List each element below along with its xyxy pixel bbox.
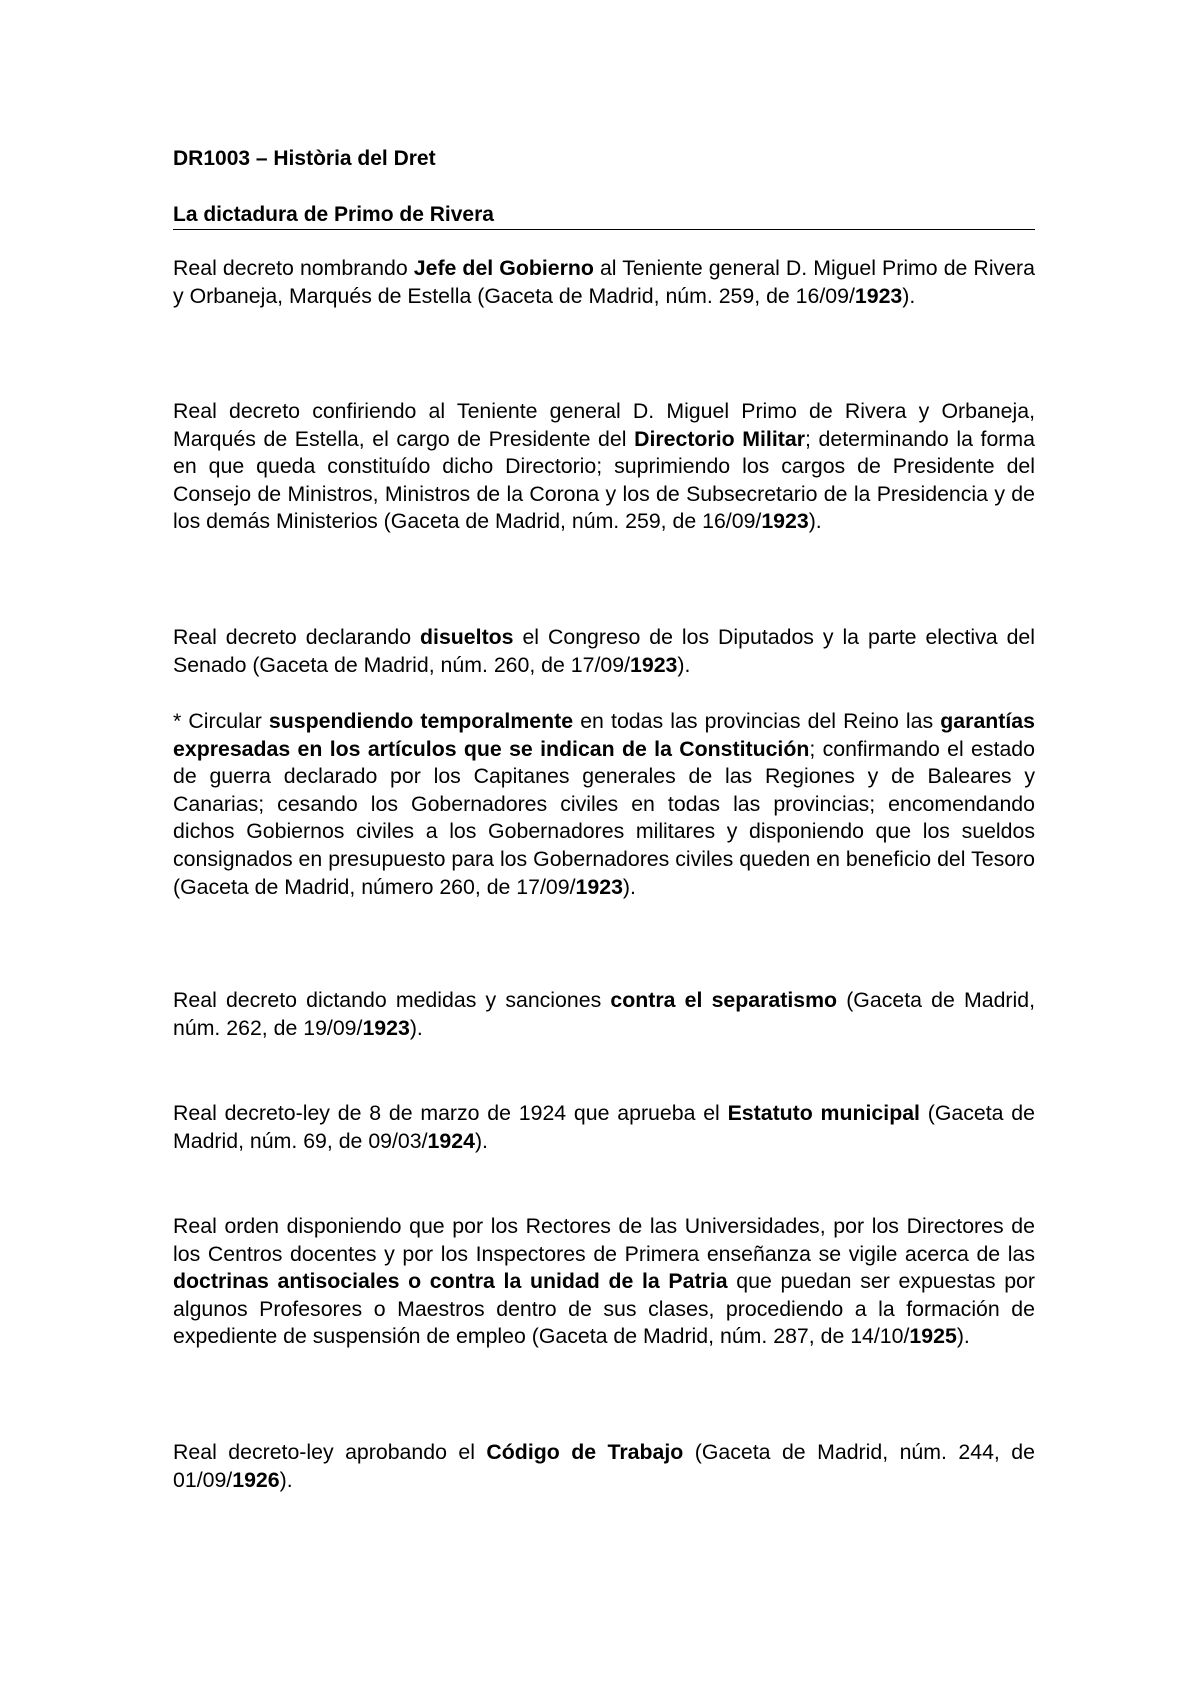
decree-entry [173, 255, 1035, 310]
emphasized-text: Estatuto municipal [727, 1101, 920, 1125]
decree-entry [173, 987, 1035, 1042]
entry-text: Real decreto-ley de 8 de marzo de 1924 que aprueba el [173, 1101, 728, 1125]
emphasized-text: doctrinas antisociales o contra la unidad de la Patria [173, 1269, 728, 1294]
decree-entry [173, 708, 1035, 901]
entry-text: ; confirmando el estado de guerra declarado por los Capitanes generales de las Regiones y de Baleares y Canarias; cesando los Gobernadores civiles en todas las provincias; encomendando dichos Gobiernos civiles a los Gobernadores militares y disponiendo que los sueldos consignados en presupuesto para los Gobernadores civiles queden en beneficio del Tesoro (Gaceta de Madrid, número 260, de 17/09/ [173, 736, 1035, 899]
entry-text: ). [956, 1324, 970, 1349]
course-title: DR1003 – Història del Dret [173, 147, 436, 170]
emphasized-text: 1923 [362, 1015, 410, 1040]
entry-text: Real decreto confiriendo al Teniente general D. Miguel Primo de Rivera y Orbaneja, Marqués de Estella, el cargo de Presidente del [173, 399, 1035, 451]
entry-text: ). [677, 652, 691, 677]
emphasized-text: Directorio Militar [634, 426, 805, 451]
emphasized-text: Código de Trabajo [486, 1440, 684, 1464]
emphasized-text: 1926 [232, 1467, 280, 1492]
emphasized-text: 1923 [575, 874, 623, 899]
entry-text: ; determinando la forma en que queda constituído dicho Directorio; suprimiendo los cargos de Presidente del Consejo de Ministros, Ministros de la Corona y los de Subsecretario de la Presidencia y de los demás Ministerios (Gaceta de Madrid, núm. 259, de 16/09/ [173, 426, 1035, 534]
entry-text: ). [622, 874, 636, 899]
decree-entry [173, 624, 1035, 679]
emphasized-text: suspendiendo temporalmente [268, 709, 574, 733]
entry-text: (Gaceta de Madrid, núm. 69, de 09/03/ [173, 1101, 1035, 1153]
entry-text: * Circular [173, 709, 269, 733]
decree-entry [173, 1439, 1035, 1494]
entry-text: (Gaceta de Madrid, núm. 262, de 19/09/ [173, 988, 1035, 1040]
decree-entry [173, 1213, 1035, 1351]
entry-text: el Congreso de los Diputados y la parte electiva del Senado (Gaceta de Madrid, núm. 260, de 17/09/ [173, 625, 1036, 677]
emphasized-text: garantías expresadas en los artículos que se indican de la Constitución [173, 709, 1035, 761]
entry-text: ). [808, 509, 822, 534]
emphasized-text: 1923 [761, 509, 809, 534]
document-page [173, 0, 1035, 1696]
entry-text: en todas las provincias del Reino las [573, 709, 941, 733]
entry-text: Real decreto declarando [173, 625, 421, 649]
emphasized-text: 1923 [854, 283, 903, 308]
emphasized-text: contra el separatismo [610, 988, 838, 1012]
entry-text: que puedan ser expuestas por algunos Profesores o Maestros dentro de sus clases, procediendo a la formación de expediente de suspensión de empleo (Gaceta de Madrid, núm. 287, de 14/10/ [173, 1269, 1035, 1349]
entry-text: ). [474, 1128, 488, 1153]
emphasized-text: 1923 [630, 652, 678, 677]
decree-entry [173, 1100, 1035, 1155]
entry-text: Real decreto nombrando [173, 256, 414, 280]
emphasized-text: Jefe del Gobierno [413, 256, 594, 280]
entry-text: (Gaceta de Madrid, núm. 244, de 01/09/ [173, 1440, 1035, 1492]
section-title: La dictadura de Primo de Rivera [173, 202, 1035, 230]
entry-text: ). [409, 1015, 423, 1040]
entry-text: Real decreto dictando medidas y sanciones [173, 988, 611, 1012]
emphasized-text: 1925 [909, 1324, 957, 1349]
entry-text: Real decreto-ley aprobando el [173, 1440, 487, 1464]
emphasized-text: 1924 [427, 1128, 475, 1153]
entry-text: ). [279, 1467, 293, 1492]
entry-text: Real orden disponiendo que por los Rectores de las Universidades, por los Directores de los Centros docentes y por los Inspectores de Primera enseñanza se vigile acerca de las [173, 1214, 1035, 1266]
entry-text: ). [902, 283, 916, 308]
emphasized-text: disueltos [420, 625, 514, 649]
entry-text: al Teniente general D. Miguel Primo de Rivera y Orbaneja, Marqués de Estella (Gaceta de Madrid, núm. 259, de 16/09/ [173, 256, 1035, 308]
decree-entry [173, 398, 1035, 536]
